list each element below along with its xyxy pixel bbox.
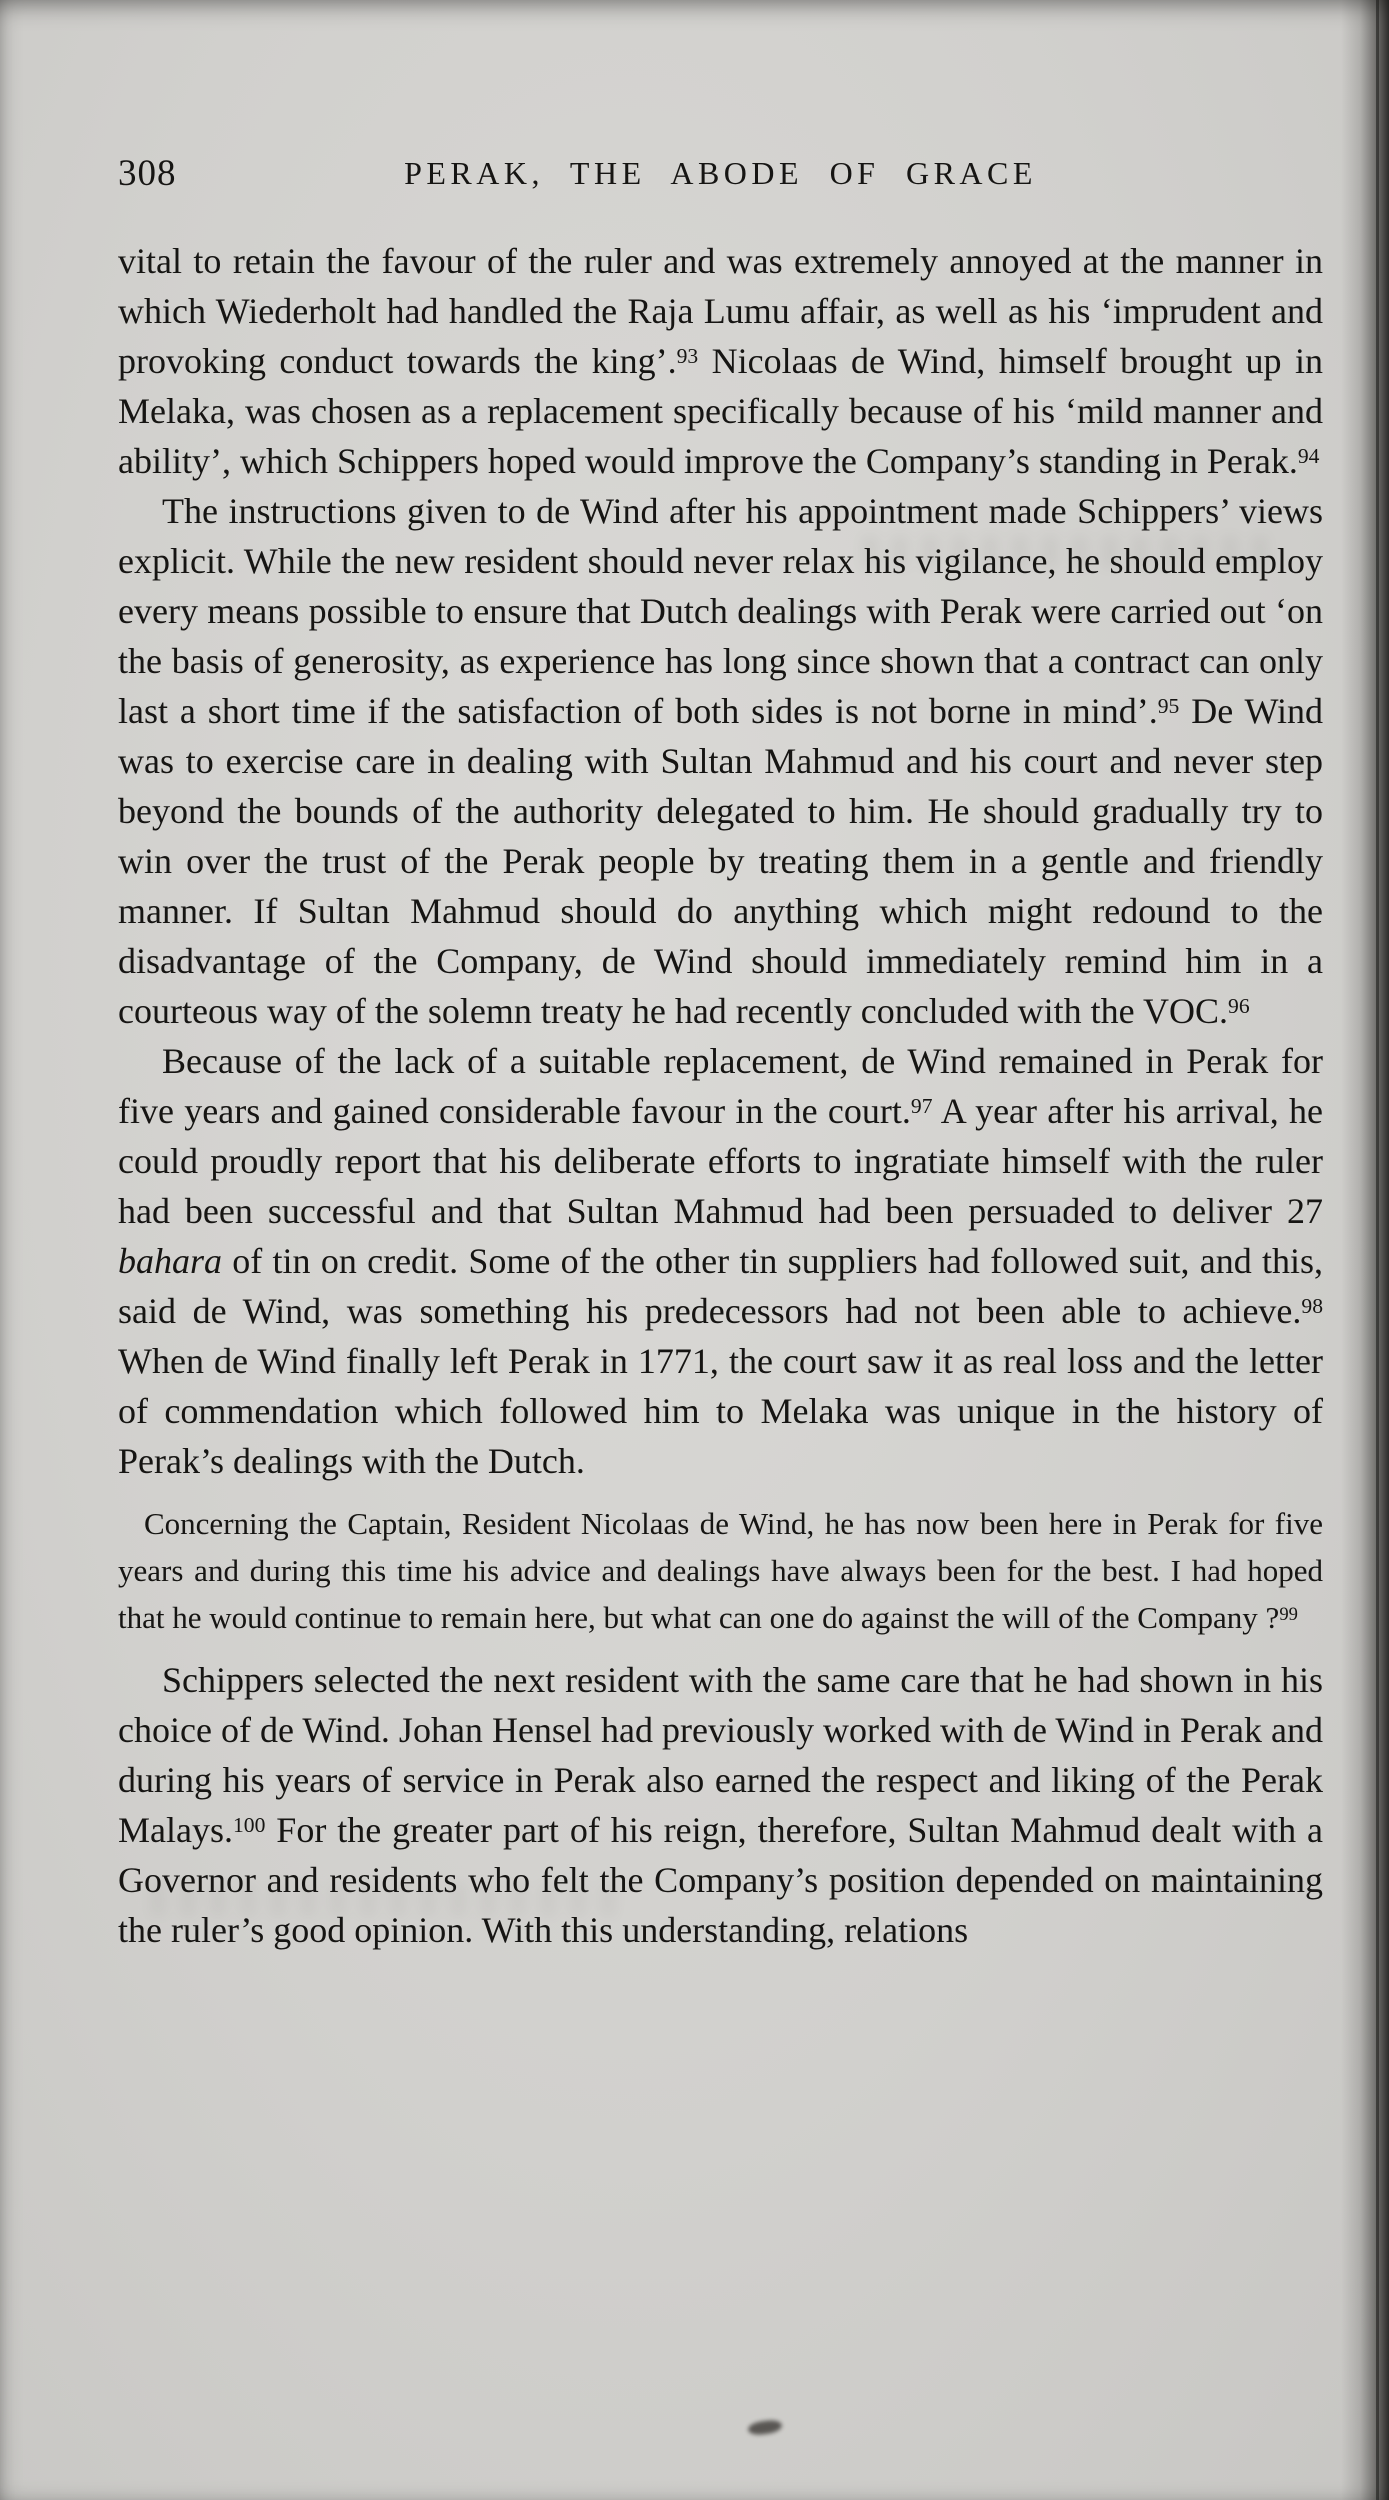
italic-term: bahara <box>118 1241 223 1281</box>
text-run: Nicolaas de Wind, himself brought up in Melaka, was chosen as a replacement specifically because of his ‘mild manner and ability’, which Schippers hoped would improve the Company’s standing in Perak. <box>118 341 1323 481</box>
page-content <box>118 148 1323 1955</box>
footnote-marker: 99 <box>1279 1603 1298 1625</box>
page-body <box>118 236 1323 1955</box>
paragraph-de-wind-tenure <box>118 1036 1323 1486</box>
text-run: Concerning the Captain, Resident Nicolaas de Wind, he has now been here in Perak for five years and during this time his advice and dealings have always been for the best. I had hoped that he would continue to remain here, but what can one do against the will of the Company ? <box>118 1506 1323 1635</box>
footnote-marker: 100 <box>232 1813 266 1838</box>
footnote-marker: 95 <box>1157 694 1180 719</box>
text-run: A year after his arrival, he could proudly report that his deliberate efforts to ingratiate himself with the ruler had been successful and that Sultan Mahmud had been persuaded to deliver 27 <box>118 1091 1323 1231</box>
text-run: Schippers selected the next resident with the same care that he had shown in his choice of de Wind. Johan Hensel had previously worked with de Wind in Perak and during his years of service in Perak also earned the respect and liking of the Perak Malays. <box>118 1660 1323 1850</box>
text-run: of tin on credit. Some of the other tin suppliers had followed suit, and this, said de Wind, was something his predecessors had not been able to achieve. <box>118 1241 1323 1331</box>
text-run: For the greater part of his reign, therefore, Sultan Mahmud dealt with a Governor and residents who felt the Company’s position depended on maintaining the ruler’s good opinion. With this understanding, relations <box>118 1810 1323 1950</box>
footnote-marker: 98 <box>1301 1294 1323 1319</box>
footnote-marker: 94 <box>1297 444 1320 469</box>
running-head: PERAK, THE ABODE OF GRACE <box>404 155 1037 191</box>
text-run: De Wind was to exercise care in dealing with Sultan Mahmud and his court and never step beyond the bounds of the authority delegated to him. He should gradually try to win over the trust of the Perak people by treating them in a gentle and friendly manner. If Sultan Mahmud should do anything which might redound to the disadvantage of the Company, de Wind should immediately remind him in a courteous way of the solemn treaty he had recently concluded with the VOC. <box>118 691 1323 1031</box>
page-number: 308 <box>118 153 177 194</box>
paragraph-instructions <box>118 486 1323 1036</box>
page-edge-line <box>1376 0 1379 2500</box>
text-run: The instructions given to de Wind after his appointment made Schippers’ views explicit. While the new resident should never relax his vigilance, he should employ every means possible to ensure that Dutch dealings with Perak were carried out ‘on the basis of generosity, as experience has long since shown that a contract can only last a short time if the satisfaction of both sides is not borne in mind’. <box>118 491 1323 731</box>
text-run: vital to retain the favour of the ruler and was extremely annoyed at the manner in which Wiederholt had handled the Raja Lumu affair, as well as his ‘imprudent and provoking conduct towards the king’. <box>118 241 1323 381</box>
paragraph-hensel <box>118 1655 1323 1955</box>
footnote-marker: 97 <box>910 1094 933 1119</box>
footnote-marker: 93 <box>676 344 699 369</box>
footnote-marker: 96 <box>1228 994 1250 1019</box>
block-quote <box>118 1500 1323 1641</box>
text-run: Because of the lack of a suitable replacement, de Wind remained in Perak for five years and gained considerable favour in the court. <box>118 1041 1323 1131</box>
page-edge-shadow <box>1341 0 1389 2500</box>
ink-smudge <box>747 2419 782 2437</box>
text-run: When de Wind finally left Perak in 1771, the court saw it as real loss and the letter of commendation which followed him to Melaka was unique in the history of Perak’s dealings with the Dutch. <box>118 1341 1323 1481</box>
page-header <box>118 148 1323 200</box>
paragraph-continuation <box>118 236 1323 486</box>
